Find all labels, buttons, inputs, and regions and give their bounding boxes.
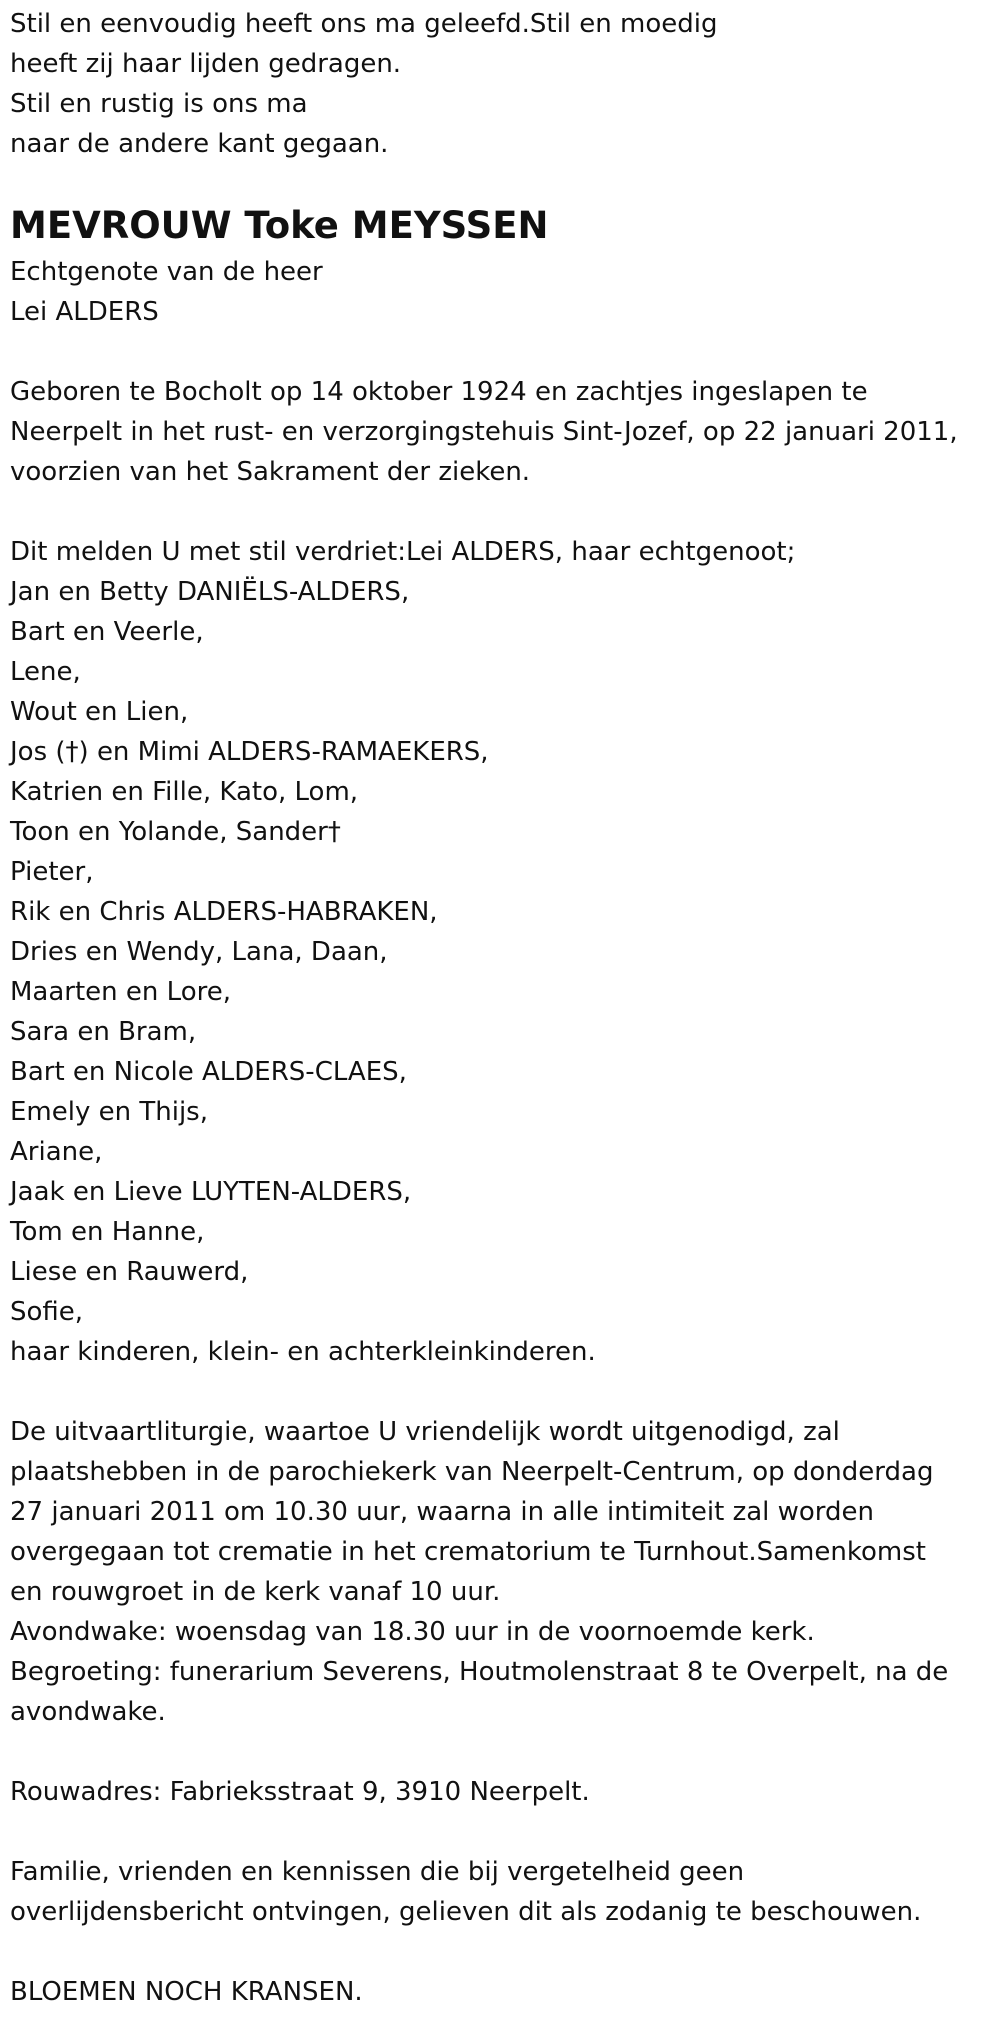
funeral-line: De uitvaartliturgie, waartoe U vriendelijk wordt uitgenodigd, zal bbox=[10, 1417, 840, 1447]
spouse-line: Echtgenote van de heer bbox=[10, 257, 323, 287]
family-line: Jos (†) en Mimi ALDERS-RAMAEKERS, bbox=[10, 737, 489, 767]
family-line: Emely en Thijs, bbox=[10, 1097, 208, 1127]
poem-line: Stil en rustig is ons ma bbox=[10, 89, 308, 119]
funeral-line: overgegaan tot crematie in het crematorium te Turnhout.Samenkomst bbox=[10, 1537, 926, 1567]
poem-block bbox=[10, 4, 1000, 164]
funeral-line: avondwake. bbox=[10, 1697, 166, 1727]
poem-line: naar de andere kant gegaan. bbox=[10, 129, 389, 159]
family-line: Lene, bbox=[10, 657, 81, 687]
funeral-line: plaatshebben in de parochiekerk van Neerpelt-Centrum, op donderdag bbox=[10, 1457, 934, 1487]
poem-line: Stil en eenvoudig heeft ons ma geleefd.Stil en moedig bbox=[10, 9, 718, 39]
family-line: Bart en Nicole ALDERS-CLAES, bbox=[10, 1057, 407, 1087]
birth-line: Neerpelt in het rust- en verzorgingstehuis Sint-Jozef, op 22 januari 2011, bbox=[10, 417, 958, 447]
notice-line: overlijdensbericht ontvingen, gelieven dit als zodanig te beschouwen. bbox=[10, 1897, 922, 1927]
spouse-block bbox=[10, 252, 1000, 332]
address-block bbox=[10, 1772, 1000, 1812]
family-line: haar kinderen, klein- en achterkleinkinderen. bbox=[10, 1337, 596, 1367]
birth-line: voorzien van het Sakrament der zieken. bbox=[10, 457, 531, 487]
family-line: Jaak en Lieve LUYTEN-ALDERS, bbox=[10, 1177, 412, 1207]
mourning-address: Rouwadres: Fabrieksstraat 9, 3910 Neerpelt. bbox=[10, 1777, 590, 1807]
funeral-line: 27 januari 2011 om 10.30 uur, waarna in alle intimiteit zal worden bbox=[10, 1497, 875, 1527]
notice-line: Familie, vrienden en kennissen die bij vergetelheid geen bbox=[10, 1857, 745, 1887]
family-line: Dit melden U met stil verdriet:Lei ALDERS, haar echtgenoot; bbox=[10, 537, 796, 567]
family-line: Dries en Wendy, Lana, Daan, bbox=[10, 937, 388, 967]
family-line: Maarten en Lore, bbox=[10, 977, 231, 1007]
family-block bbox=[10, 532, 1000, 1372]
birth-block bbox=[10, 372, 1000, 492]
closing-block bbox=[10, 1972, 1000, 2012]
family-line: Liese en Rauwerd, bbox=[10, 1257, 249, 1287]
spouse-line: Lei ALDERS bbox=[10, 297, 159, 327]
family-line: Sofie, bbox=[10, 1297, 84, 1327]
family-line: Bart en Veerle, bbox=[10, 617, 204, 647]
family-line: Wout en Lien, bbox=[10, 697, 189, 727]
family-line: Ariane, bbox=[10, 1137, 103, 1167]
birth-line: Geboren te Bocholt op 14 oktober 1924 en zachtjes ingeslapen te bbox=[10, 377, 868, 407]
funeral-line: Begroeting: funerarium Severens, Houtmolenstraat 8 te Overpelt, na de bbox=[10, 1657, 949, 1687]
family-line: Jan en Betty DANIËLS-ALDERS, bbox=[10, 577, 410, 607]
family-line: Katrien en Fille, Kato, Lom, bbox=[10, 777, 359, 807]
notice-block bbox=[10, 1852, 1000, 1932]
poem-line: heeft zij haar lijden gedragen. bbox=[10, 49, 402, 79]
family-line: Tom en Hanne, bbox=[10, 1217, 205, 1247]
family-line: Sara en Bram, bbox=[10, 1017, 197, 1047]
funeral-line: en rouwgroet in de kerk vanaf 10 uur. bbox=[10, 1577, 501, 1607]
family-line: Pieter, bbox=[10, 857, 94, 887]
deceased-name: MEVROUW Toke MEYSSEN bbox=[10, 204, 549, 247]
funeral-block bbox=[10, 1412, 1000, 1732]
family-line: Toon en Yolande, Sander† bbox=[10, 817, 341, 847]
family-line: Rik en Chris ALDERS-HABRAKEN, bbox=[10, 897, 438, 927]
funeral-line: Avondwake: woensdag van 18.30 uur in de voornoemde kerk. bbox=[10, 1617, 815, 1647]
closing-line: BLOEMEN NOCH KRANSEN. bbox=[10, 1977, 363, 2007]
